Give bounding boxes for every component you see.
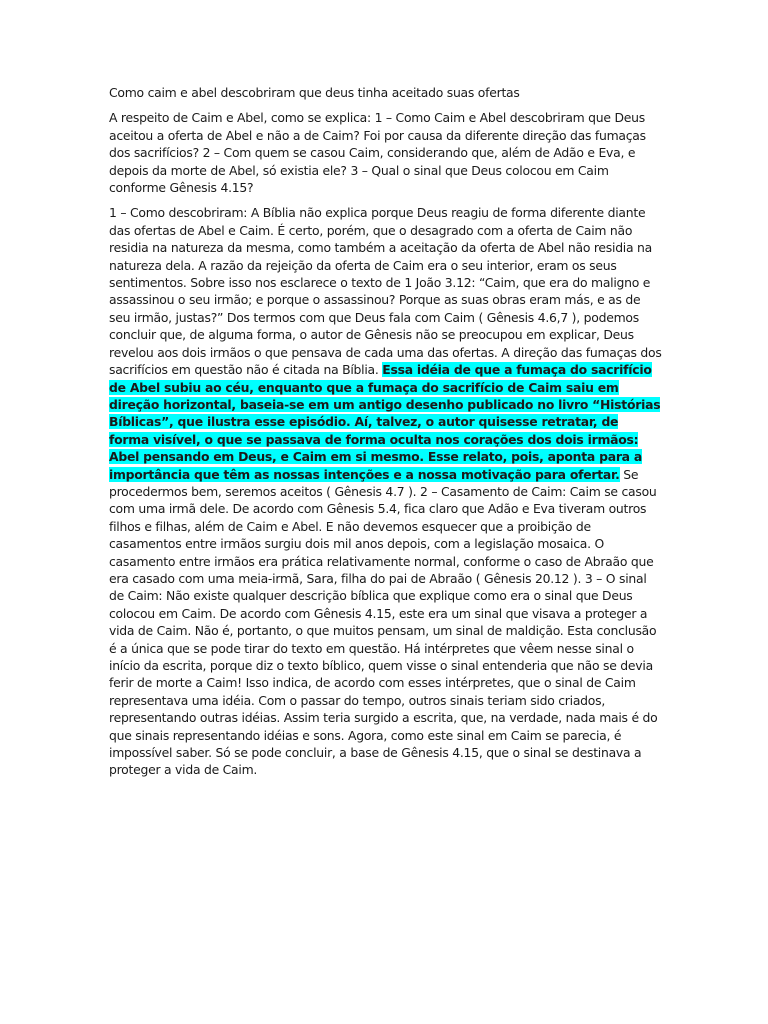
document-title: Como caim e abel descobriram que deus tinha aceitado suas ofertas: [109, 85, 520, 100]
intro-paragraph: A respeito de Caim e Abel, como se explica: 1 – Como Caim e Abel descobriram que Deus aceitou a oferta de Abel e não a de Caim? Foi por causa da diferente direção das fumaças dos sacrifícios? 2 – Com quem se casou Caim, considerando que, além de Adão e Eva, e depois da morte de Abel, só existia ele? 3 – Qual o sinal que Deus colocou em Caim conforme Gênesis 4.15?: [109, 110, 646, 196]
body-paragraph: [109, 204, 662, 778]
body-text-after: Se procedermos bem, seremos aceitos ( Gênesis 4.7 ). 2 – Casamento de Caim: Caim se casou com uma irmã dele. De acordo com Gênesis 5.4, fica claro que Adão e Eva tiveram outros filhos e filhas, além de Caim e Abel. E não devemos esquecer que a proibição de casamentos entre irmãos surgiu dois mil anos depois, com a legislação mosaica. O casamento entre irmãos era prática relativamente normal, conforme o caso de Abraão que era casado com uma meia-irmã, Sara, filha do pai de Abraão ( Gênesis 20.12 ). 3 – O sinal de Caim: Não existe qualquer descrição bíblica que explique como era o sinal que Deus colocou em Caim. De acordo com Gênesis 4.15, este era um sinal que visava a proteger a vida de Caim. Não é, portanto, o que muitos pensam, um sinal de maldição. Esta conclusão é a única que se pode tirar do texto em questão. Há intérpretes que vêem nesse sinal o início da escrita, porque diz o texto bíblico, quem visse o sinal entenderia que não se devia ferir de morte a Caim! Isso indica, de acordo com esses intérpretes, que o sinal de Caim representava uma idéia. Com o passar do tempo, outros sinais teriam sido criados, representando outras idéias. Assim teria surgido a escrita, que, na verdade, nada mais é do que sinais representando idéias e sons. Agora, como este sinal em Caim se parecia, é impossível saber. Só se pode concluir, a base de Gênesis 4.15, que o sinal se destinava a proteger a vida de Caim.: [109, 466, 658, 778]
highlighted-text: Essa idéia de que a fumaça do sacrifício de Abel subiu ao céu, enquanto que a fumaça do sacrifício de Caim saiu em direção horizontal, baseia-se em um antigo desenho publicado no livro “Histórias Bíblicas”, que ilustra esse episódio. Aí, talvez, o autor quisesse retratar, de forma visível, o que se passava de forma oculta nos corações dos dois irmãos: Abel pensando em Deus, e Caim em si mesmo. Esse relato, pois, aponta para a importância que têm as nossas intenções e a nossa motivação para ofertar.: [109, 362, 661, 482]
document-content: [109, 84, 662, 787]
body-text-before: 1 – Como descobriram: A Bíblia não explica porque Deus reagiu de forma diferente diante das ofertas de Abel e Caim. É certo, porém, que o desagrado com a oferta de Caim não residia na natureza da mesma, como também a aceitação da oferta de Abel não residia na natureza dela. A razão da rejeição da oferta de Caim era o seu interior, eram os seus sentimentos. Sobre isso nos esclarece o texto de 1 João 3.12: “Caim, que era do maligno e assassinou o seu irmão; e porque o assassinou? Porque as suas obras eram más, e as de seu irmão, justas?” Dos termos com que Deus fala com Caim ( Gênesis 4.6,7 ), podemos concluir que, de alguma forma, o autor de Gênesis não se preocupou em explicar, Deus revelou aos dois irmãos o que pensava de cada uma das ofertas. A direção das fumaças dos sacrifícios em questão não é citada na Bíblia.: [109, 205, 662, 378]
